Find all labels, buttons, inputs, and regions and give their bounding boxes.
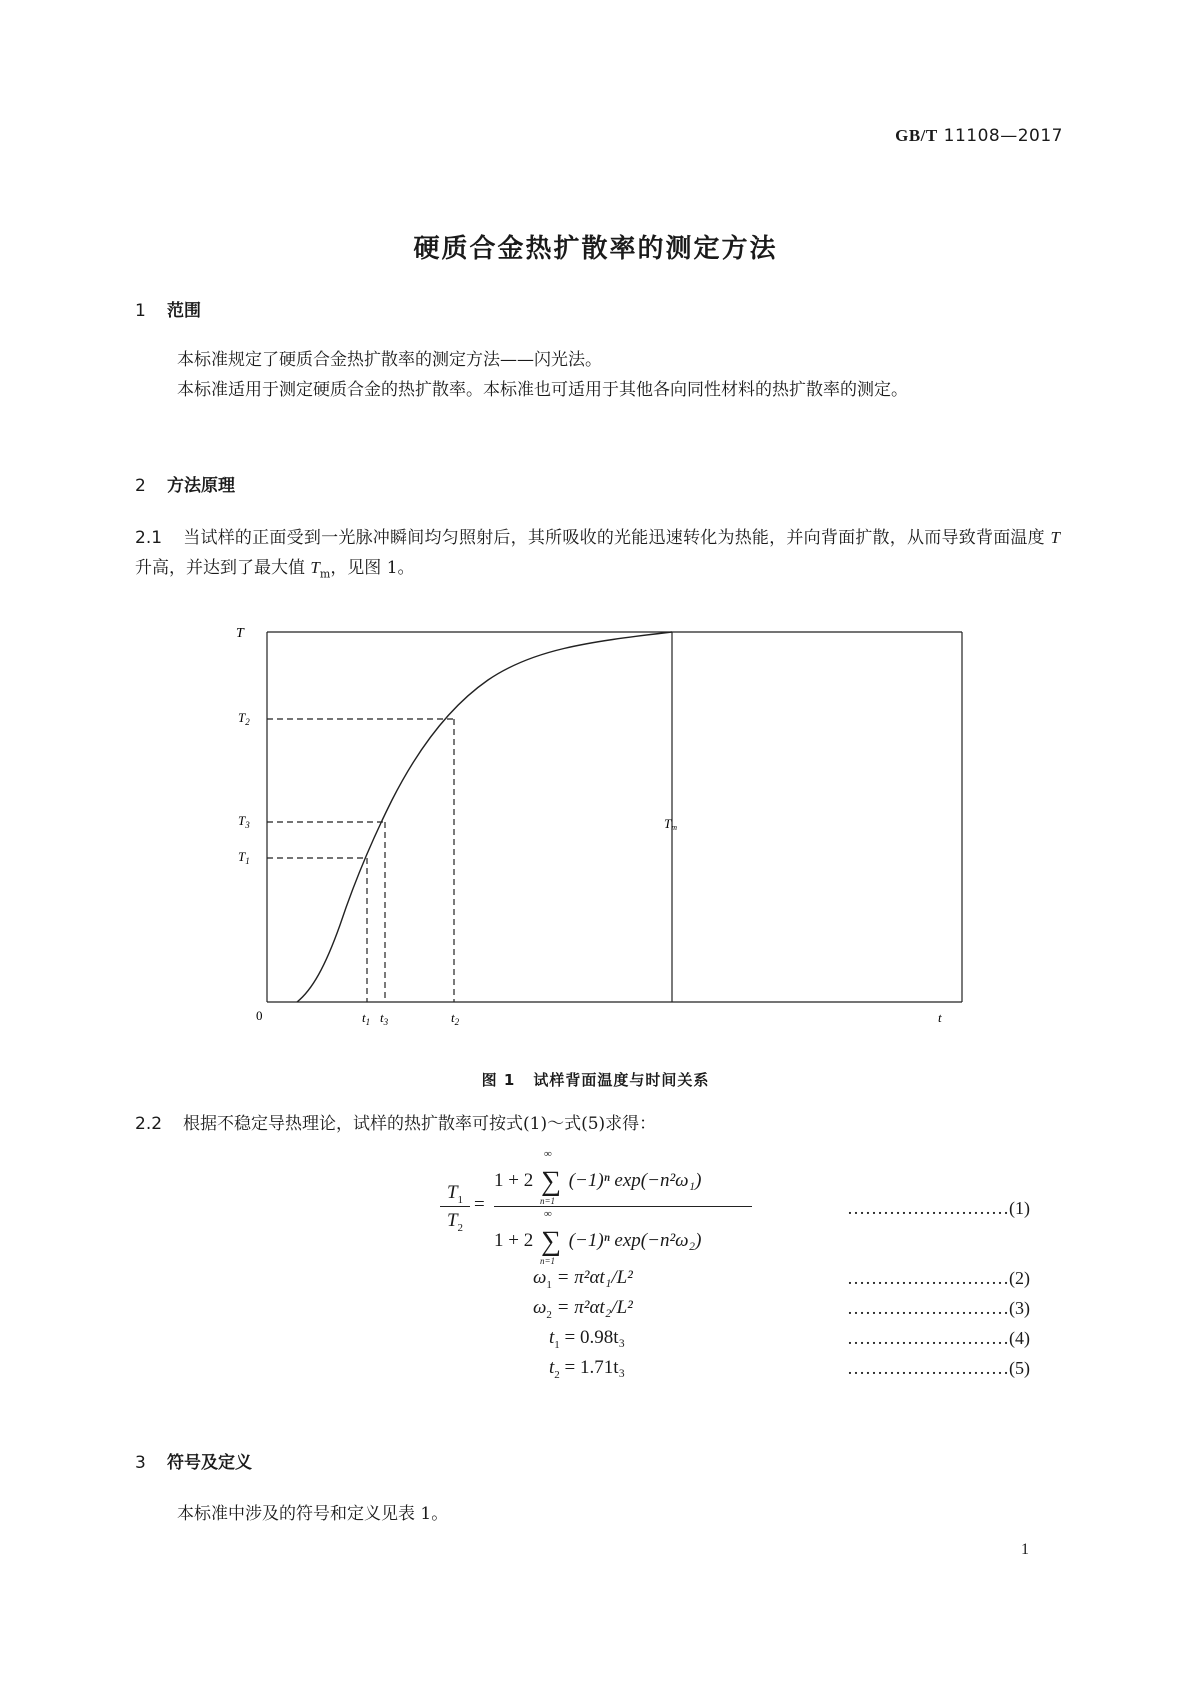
eq1-lhs-fraction-bar [440,1206,470,1207]
clause-text-c: ，见图 1。 [330,558,415,578]
page-number: 1 [1021,1541,1029,1558]
clause-text: 根据不稳定导热理论，试样的热扩散率可按式(1)～式(5)求得： [183,1114,657,1134]
temperature-curve [297,632,672,1002]
equation-1 [440,1148,760,1266]
eq5-number: ………………………(5) [847,1358,1030,1378]
x-marker-t1: $t_1$ [362,1010,371,1027]
equation-3: $\omega_2 = \pi^2\alpha t_2/L^2$ [533,1297,633,1321]
scope-paragraph-1: 本标准规定了硬质合金热扩散率的测定方法——闪光法。 [177,350,602,370]
y-marker-T2: $T_2$ [238,710,250,727]
var-T: T [1050,528,1060,547]
eq1-main-fraction-bar [494,1206,752,1207]
x-marker-t2: $t_2$ [451,1010,460,1027]
eq1-equals: = [474,1194,485,1215]
eq1-numerator: 1 + 2 ∑ ∞ n=1 (−1)ⁿ exp(−n²ω₁) [494,1148,702,1206]
y-marker-T3: $T_3$ [238,813,250,830]
equation-5: $t_2 = 1.71t_3$ [549,1357,626,1381]
equation-2: $\omega_1 = \pi^2\alpha t_1/L^2$ [533,1267,633,1291]
clause-text-a: 当试样的正面受到一光脉冲瞬间均匀照射后，其所吸收的光能迅速转化为热能，并向背面扩散，从而导致背面温度 [183,528,1051,548]
eq4-number: ………………………(4) [847,1328,1030,1348]
var-Tm: T [310,558,320,577]
x-axis-label: t [938,1010,942,1025]
clause-2-2 [135,1110,1060,1139]
eq2-number: ………………………(2) [847,1268,1030,1288]
figure-label: 图 1 [481,1071,516,1089]
figure-caption-text: 试样背面温度与时间关系 [533,1071,710,1089]
y-marker-T1: $T_1$ [238,849,250,866]
x-marker-t3: $t_3$ [380,1010,389,1027]
eq1-lhs-numerator: $T_1$ [446,1182,464,1206]
eq1-denominator: 1 + 2 ∑ ∞ n=1 (−1)ⁿ exp(−n²ω₂) [494,1208,702,1266]
scope-paragraph-2: 本标准适用于测定硬质合金的热扩散率。本标准也可适用于其他各向同性材料的热扩散率的测定。 [177,380,908,400]
section-number: 1 [135,301,146,321]
section-title: 范围 [167,301,201,321]
standard-code-number: 11108—2017 [943,126,1063,146]
section-title: 方法原理 [167,476,235,496]
eq1-lhs-denominator: $T_2$ [446,1210,464,1234]
var-Tm-sub: m [319,567,331,581]
symbols-paragraph: 本标准中涉及的符号和定义见表 1。 [177,1504,449,1524]
section-title: 符号及定义 [167,1453,252,1473]
clause-number: 2.1 [135,528,163,548]
clause-text-b: 升高，并达到了最大值 [135,558,311,578]
clause-number: 2.2 [135,1114,163,1134]
eq1-number: ………………………(1) [847,1198,1030,1218]
section-heading-3 [135,1448,252,1473]
document-title: 硬质合金热扩散率的测定方法 [413,234,778,264]
standard-code-prefix: GB/T [895,126,938,145]
section-number: 2 [135,476,146,496]
eq3-number: ………………………(3) [847,1298,1030,1318]
figure-caption [0,1069,1191,1090]
equation-4: $t_1 = 0.98t_3$ [549,1327,626,1351]
origin-label: 0 [256,1008,263,1023]
y-axis-label: T [236,626,244,641]
max-label-Tm: Tm [664,816,678,832]
section-number: 3 [135,1453,146,1473]
